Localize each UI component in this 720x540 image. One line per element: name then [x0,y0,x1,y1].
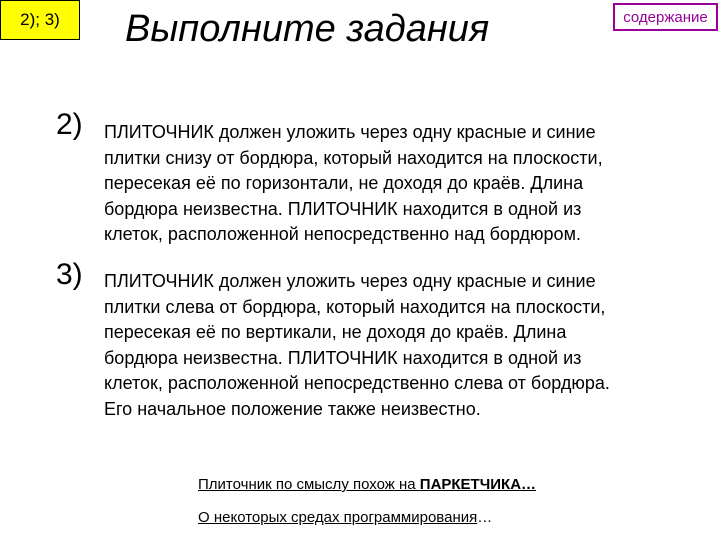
task-2-line: пересекая её по горизонтали, не доходя до краёв. Длина [104,173,584,193]
parketchik-link-bold: ПАРКЕТЧИКА… [419,476,537,493]
task-3-line: ПЛИТОЧНИК должен уложить через одну красные и синие [104,271,596,291]
task-3-line: плитки слева от бордюра, который находится на плоскости, [104,296,606,317]
task-3-line: бордюра неизвестна. ПЛИТОЧНИК находится в одной из [104,347,582,368]
contents-button[interactable]: содержание [613,3,718,31]
task-2-line: плитки снизу от бордюра, который находится на плоскости, [104,147,603,168]
parketchik-link-text: Плиточник по смыслу похож на [198,476,420,493]
task-2-line: бордюра неизвестна. ПЛИТОЧНИК находится в одной из [104,198,582,219]
task-3-line: клеток, расположенной непосредственно слева от бордюра. [104,373,610,393]
task-2-line: клеток, расположенной непосредственно над бордюром. [104,224,581,244]
parketchik-link[interactable] [198,476,536,493]
task-number-3: 3) [56,258,83,291]
task-text-3 [104,269,694,422]
ellipsis: … [477,509,493,526]
programming-environments-row [198,509,492,526]
task-3-line: пересекая её по вертикали, не доходя до краёв. Длина [104,322,567,342]
task-2-line: ПЛИТОЧНИК должен уложить через одну красные и синие [104,122,596,142]
task-number-2: 2) [56,108,83,141]
page-title: Выполните задания [125,8,490,50]
task-3-line: Его начальное положение также неизвестно. [104,398,481,419]
slide-number-badge: 2); 3) [0,0,80,40]
programming-environments-link[interactable]: О некоторых средах программирования [198,509,478,526]
task-text-2 [104,120,694,248]
